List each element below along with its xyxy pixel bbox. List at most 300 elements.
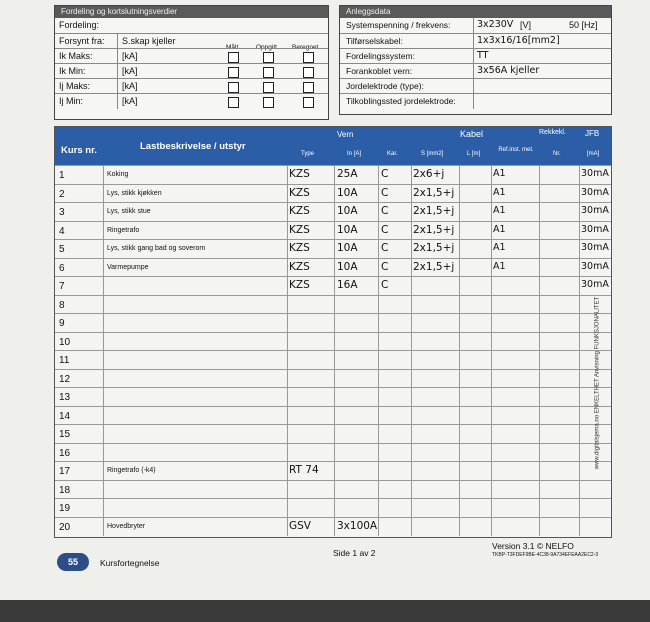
table-row xyxy=(55,184,611,204)
cell-divider xyxy=(539,166,540,185)
cell-divider xyxy=(459,444,460,463)
row-characteristic: C xyxy=(381,186,389,199)
voltage-label: Systemspenning / frekvens: xyxy=(346,20,451,30)
row-number: 17 xyxy=(59,466,71,477)
header-l: L [m] xyxy=(467,151,481,157)
row-type: KZS xyxy=(289,223,310,236)
cell-divider xyxy=(579,166,580,185)
cell-divider xyxy=(411,240,412,259)
cell-divider xyxy=(491,370,492,389)
cell-divider xyxy=(491,462,492,481)
ij-maks-field[interactable] xyxy=(117,79,268,94)
row-jfb: 30mA xyxy=(581,186,609,198)
cell-divider xyxy=(103,370,104,389)
table-row xyxy=(55,480,611,500)
electrode-label: Jordelektrode (type): xyxy=(346,81,424,91)
circuit-table xyxy=(54,126,612,538)
forsynt-value: S.skap kjeller xyxy=(122,36,176,46)
cell-divider xyxy=(103,333,104,352)
cell-divider xyxy=(539,185,540,204)
ij-maks-oppgitt-checkbox[interactable] xyxy=(263,82,274,93)
table-row xyxy=(55,276,611,296)
cell-divider xyxy=(411,277,412,296)
ik-maks-field[interactable] xyxy=(117,49,268,64)
side-brand-label: www.digitalsjema.no ENKELTHET Anvisning FUNKSJONALITET xyxy=(594,296,601,470)
cell-divider xyxy=(334,166,335,185)
cell-divider xyxy=(539,222,540,241)
cell-divider xyxy=(103,518,104,537)
table-row xyxy=(55,258,611,278)
cell-divider xyxy=(459,222,460,241)
cell-divider xyxy=(378,185,379,204)
cell-divider xyxy=(378,222,379,241)
row-type: KZS xyxy=(289,242,310,254)
row-number: 1 xyxy=(59,170,65,181)
cell-divider xyxy=(539,314,540,333)
cell-divider xyxy=(103,499,104,518)
row-type: KZS xyxy=(289,205,310,217)
ik-min-maalt-checkbox[interactable] xyxy=(228,67,239,78)
cable-value: 1x3x16/16[mm2] xyxy=(477,35,560,46)
footer-title: Kursfortegnelse xyxy=(100,558,160,568)
cell-divider xyxy=(287,425,288,444)
cell-divider xyxy=(459,518,460,537)
header-in: In [A] xyxy=(347,151,362,157)
ik-maks-label: Ik Maks: xyxy=(59,51,93,61)
cell-divider xyxy=(491,203,492,222)
voltage-unit: [V] xyxy=(520,20,532,30)
cell-divider xyxy=(411,388,412,407)
cell-divider xyxy=(459,203,460,222)
cell-divider xyxy=(411,185,412,204)
cell-divider xyxy=(378,259,379,278)
cell-divider xyxy=(491,314,492,333)
cell-divider xyxy=(411,444,412,463)
frequency-value: 50 [Hz] xyxy=(569,20,598,30)
cell-divider xyxy=(103,296,104,315)
cell-divider xyxy=(334,518,335,537)
cell-divider xyxy=(459,499,460,518)
row-number: 19 xyxy=(59,503,71,514)
cell-divider xyxy=(539,499,540,518)
cell-divider xyxy=(103,185,104,204)
facility-row-electrode xyxy=(340,78,611,94)
cell-divider xyxy=(459,277,460,296)
ij-maks-beregnet-checkbox[interactable] xyxy=(303,82,314,93)
cell-divider xyxy=(579,333,580,352)
header-rekkekl: Rekkekl. xyxy=(539,129,566,136)
row-ref-method: A1 xyxy=(493,223,506,235)
row-number: 2 xyxy=(59,188,65,200)
row-number: 6 xyxy=(59,262,65,274)
cell-divider xyxy=(334,203,335,222)
table-row xyxy=(55,517,611,537)
voltage-value: 3x230V xyxy=(477,19,514,30)
row-characteristic: C xyxy=(381,279,389,291)
cell-divider xyxy=(579,222,580,241)
row-number: 7 xyxy=(59,281,65,292)
header-ma: [mA] xyxy=(587,151,600,157)
ik-min-label: Ik Min: xyxy=(59,66,86,76)
cell-divider xyxy=(334,481,335,500)
row-jfb: 30mA xyxy=(581,223,609,235)
ik-min-beregnet-checkbox[interactable] xyxy=(303,67,314,78)
cell-divider xyxy=(287,388,288,407)
ij-min-field[interactable] xyxy=(117,94,268,109)
cell-divider xyxy=(287,444,288,463)
row-description: Hovedbryter xyxy=(107,522,146,530)
footer-code: TKBP-T3FDEF9BE-4C38-9A734EFEAA2EC2-3 xyxy=(492,552,599,558)
cell-divider xyxy=(579,481,580,500)
row-number: 3 xyxy=(59,207,65,218)
facility-row-upstream xyxy=(340,63,611,79)
ik-min-oppgitt-checkbox[interactable] xyxy=(263,67,274,78)
cell-divider xyxy=(579,425,580,444)
upstream-value: 3x56A kjeller xyxy=(477,65,540,76)
cell-divider xyxy=(411,462,412,481)
table-row xyxy=(55,221,611,241)
cell-divider xyxy=(539,518,540,537)
cell-divider xyxy=(539,462,540,481)
row-current: 16A xyxy=(337,279,358,291)
cell-divider xyxy=(287,481,288,500)
row-cross-section: 2x1,5+j xyxy=(413,186,455,199)
cell-divider xyxy=(378,407,379,426)
cell-divider xyxy=(579,296,580,315)
cell-divider xyxy=(579,185,580,204)
row-ref-method: A1 xyxy=(493,205,506,216)
row-number: 16 xyxy=(59,447,71,459)
row-ref-method: A1 xyxy=(493,168,506,179)
cell-divider xyxy=(103,462,104,481)
cell-divider xyxy=(103,388,104,407)
cell-divider xyxy=(579,388,580,407)
facility-header: Anleggsdata xyxy=(340,6,611,18)
cell-divider xyxy=(103,203,104,222)
cell-divider xyxy=(411,314,412,333)
cell-divider xyxy=(411,481,412,500)
cell-divider xyxy=(287,296,288,315)
cell-divider xyxy=(287,166,288,185)
cell-divider xyxy=(579,203,580,222)
table-row xyxy=(55,498,611,518)
row-current: 10A xyxy=(337,260,358,273)
cell-divider xyxy=(539,351,540,370)
table-row xyxy=(55,461,611,481)
cell-divider xyxy=(459,351,460,370)
row-number: 11 xyxy=(59,355,70,366)
cell-divider xyxy=(103,222,104,241)
cell-divider xyxy=(287,314,288,333)
ik-min-field[interactable] xyxy=(117,64,268,79)
cell-divider xyxy=(579,499,580,518)
cell-divider xyxy=(539,277,540,296)
cell-divider xyxy=(378,388,379,407)
row-cross-section: 2x1,5+j xyxy=(413,205,455,217)
table-row xyxy=(55,239,611,259)
row-number: 4 xyxy=(59,225,65,237)
distribution-header: Fordeling og kortslutningsverdier xyxy=(55,6,328,18)
header-jfb: JFB xyxy=(585,129,600,138)
cell-divider xyxy=(411,370,412,389)
row-characteristic: C xyxy=(381,260,389,273)
table-row xyxy=(55,443,611,463)
row-jfb: 30mA xyxy=(581,168,609,179)
cell-divider xyxy=(378,444,379,463)
forsynt-label: Forsynt fra: xyxy=(59,36,105,46)
cell-divider xyxy=(491,518,492,537)
row-characteristic: C xyxy=(381,223,389,236)
cell-divider xyxy=(491,481,492,500)
row-current: 25A xyxy=(337,168,358,180)
row-jfb: 30mA xyxy=(581,205,609,216)
cell-divider xyxy=(287,462,288,481)
ik-maks-oppgitt-checkbox[interactable] xyxy=(263,52,274,63)
footer-page: Side 1 av 2 xyxy=(333,548,376,558)
footer-logo-badge: 55 xyxy=(57,553,89,571)
row-ref-method: A1 xyxy=(493,186,506,198)
ij-maks-unit: [kA] xyxy=(122,81,138,91)
forsynt-value-field[interactable] xyxy=(117,34,212,49)
header-kar: Kar. xyxy=(387,151,398,157)
cell-divider xyxy=(378,351,379,370)
facility-row-cable xyxy=(340,33,611,49)
cell-divider xyxy=(539,203,540,222)
cell-divider xyxy=(334,259,335,278)
row-characteristic: C xyxy=(381,168,389,180)
cell-divider xyxy=(378,296,379,315)
cell-divider xyxy=(378,481,379,500)
row-number: 9 xyxy=(59,318,65,329)
cell-divider xyxy=(334,499,335,518)
row-characteristic: C xyxy=(381,205,389,217)
ik-maks-beregnet-checkbox[interactable] xyxy=(303,52,314,63)
cell-divider xyxy=(491,351,492,370)
col-header-oppgitt: Oppgitt xyxy=(256,44,277,51)
cell-divider xyxy=(459,407,460,426)
cell-divider xyxy=(411,351,412,370)
cell-divider xyxy=(334,351,335,370)
cell-divider xyxy=(411,296,412,315)
row-ref-method: A1 xyxy=(493,242,506,253)
cell-divider xyxy=(491,240,492,259)
row-cross-section: 2x1,5+j xyxy=(413,242,455,254)
distribution-box xyxy=(54,5,329,120)
cell-divider xyxy=(459,166,460,185)
ij-min-maalt-checkbox[interactable] xyxy=(228,97,239,108)
voltage-field[interactable] xyxy=(473,18,611,33)
header-type: Type xyxy=(301,151,315,157)
header-s: S [mm2] xyxy=(421,151,444,157)
cell-divider xyxy=(378,333,379,352)
cell-divider xyxy=(539,296,540,315)
cell-divider xyxy=(287,277,288,296)
facility-row-electrode-place xyxy=(340,93,611,109)
cell-divider xyxy=(579,259,580,278)
cell-divider xyxy=(579,462,580,481)
row-type: KZS xyxy=(289,279,310,291)
cell-divider xyxy=(579,407,580,426)
cell-divider xyxy=(539,425,540,444)
row-number: 13 xyxy=(59,392,71,403)
row-current: 3x100A xyxy=(337,519,378,532)
cell-divider xyxy=(378,425,379,444)
cell-divider xyxy=(103,259,104,278)
cell-divider xyxy=(103,351,104,370)
cell-divider xyxy=(287,518,288,537)
cell-divider xyxy=(334,277,335,296)
cell-divider xyxy=(579,444,580,463)
cell-divider xyxy=(378,277,379,296)
cell-divider xyxy=(287,370,288,389)
row-number: 12 xyxy=(59,373,71,385)
cell-divider xyxy=(491,166,492,185)
table-row xyxy=(55,332,611,352)
cell-divider xyxy=(491,333,492,352)
row-number: 5 xyxy=(59,244,65,255)
cell-divider xyxy=(411,407,412,426)
table-row xyxy=(55,350,611,370)
electrode-field[interactable] xyxy=(473,79,611,94)
ij-min-oppgitt-checkbox[interactable] xyxy=(263,97,274,108)
cable-field[interactable] xyxy=(473,34,611,49)
row-description: Varmepumpe xyxy=(107,263,149,271)
cell-divider xyxy=(287,333,288,352)
cell-divider xyxy=(334,425,335,444)
row-ref-method: A1 xyxy=(493,260,506,272)
header-kabel: Kabel xyxy=(460,129,484,139)
cell-divider xyxy=(334,222,335,241)
cell-divider xyxy=(378,462,379,481)
cell-divider xyxy=(287,407,288,426)
upstream-label: Forankoblet vern: xyxy=(346,66,413,76)
row-description: Lys, stikk kjøkken xyxy=(107,189,162,197)
cell-divider xyxy=(539,481,540,500)
header-nr: Nr. xyxy=(553,151,561,157)
row-number: 14 xyxy=(59,410,71,422)
row-number: 10 xyxy=(59,336,71,348)
cell-divider xyxy=(491,259,492,278)
cell-divider xyxy=(579,370,580,389)
cell-divider xyxy=(411,222,412,241)
cell-divider xyxy=(459,481,460,500)
table-row xyxy=(55,202,611,222)
row-description: Ringetrafo (-k4) xyxy=(107,467,156,474)
cell-divider xyxy=(334,370,335,389)
facility-row-voltage xyxy=(340,18,611,33)
table-row xyxy=(55,406,611,426)
row-number: 20 xyxy=(59,521,71,533)
table-row xyxy=(55,165,611,185)
table-row xyxy=(55,313,611,333)
cell-divider xyxy=(459,333,460,352)
ik-maks-maalt-checkbox[interactable] xyxy=(228,52,239,63)
cell-divider xyxy=(539,240,540,259)
row-current: 10A xyxy=(337,205,358,217)
ij-maks-maalt-checkbox[interactable] xyxy=(228,82,239,93)
cell-divider xyxy=(334,314,335,333)
cell-divider xyxy=(491,407,492,426)
cell-divider xyxy=(287,222,288,241)
row-characteristic: C xyxy=(381,242,389,254)
cell-divider xyxy=(103,314,104,333)
row-current: 10A xyxy=(337,186,358,199)
cell-divider xyxy=(334,296,335,315)
cell-divider xyxy=(459,185,460,204)
cell-divider xyxy=(491,425,492,444)
cell-divider xyxy=(334,333,335,352)
cell-divider xyxy=(103,444,104,463)
cell-divider xyxy=(459,240,460,259)
fordeling-row xyxy=(55,18,328,33)
cell-divider xyxy=(411,499,412,518)
ij-maks-label: Ij Maks: xyxy=(59,81,91,91)
cell-divider xyxy=(287,351,288,370)
row-type: RT 74 xyxy=(289,464,319,476)
cell-divider xyxy=(411,259,412,278)
table-row xyxy=(55,295,611,315)
header-ref: Ref.inst. met. xyxy=(498,147,534,153)
ik-maks-row xyxy=(55,48,328,64)
cell-divider xyxy=(378,518,379,537)
cell-divider xyxy=(378,203,379,222)
cell-divider xyxy=(287,259,288,278)
cell-divider xyxy=(491,296,492,315)
cell-divider xyxy=(103,240,104,259)
system-label: Fordelingssystem: xyxy=(346,51,415,61)
cell-divider xyxy=(378,166,379,185)
row-cross-section: 2x1,5+j xyxy=(413,223,455,236)
cell-divider xyxy=(491,444,492,463)
ij-min-row xyxy=(55,93,328,109)
cell-divider xyxy=(539,444,540,463)
cell-divider xyxy=(103,481,104,500)
table-header xyxy=(55,127,611,165)
electrode-place-field[interactable] xyxy=(473,94,611,109)
row-cross-section: 2x1,5+j xyxy=(413,260,455,273)
cell-divider xyxy=(579,314,580,333)
header-vern: Vern xyxy=(337,130,354,139)
cell-divider xyxy=(579,351,580,370)
header-desc: Lastbeskrivelse / utstyr xyxy=(140,141,246,152)
ik-min-row xyxy=(55,63,328,79)
row-cross-section: 2x6+j xyxy=(413,168,445,180)
ij-min-unit: [kA] xyxy=(122,96,138,106)
cell-divider xyxy=(539,388,540,407)
cell-divider xyxy=(491,388,492,407)
cell-divider xyxy=(334,444,335,463)
cell-divider xyxy=(287,499,288,518)
facility-box xyxy=(339,5,612,115)
upstream-field[interactable] xyxy=(473,64,611,79)
footer-version: Version 3.1 © NELFO xyxy=(492,541,574,551)
facility-row-system xyxy=(340,48,611,64)
row-description: Ringetrafo xyxy=(107,226,140,234)
cell-divider xyxy=(459,314,460,333)
cell-divider xyxy=(491,185,492,204)
cell-divider xyxy=(334,407,335,426)
cell-divider xyxy=(459,259,460,278)
cell-divider xyxy=(459,425,460,444)
cell-divider xyxy=(411,333,412,352)
row-number: 8 xyxy=(59,299,65,311)
cell-divider xyxy=(539,259,540,278)
row-type: KZS xyxy=(289,186,310,199)
ij-min-beregnet-checkbox[interactable] xyxy=(303,97,314,108)
row-current: 10A xyxy=(337,223,358,236)
system-field[interactable] xyxy=(473,49,611,64)
cell-divider xyxy=(103,166,104,185)
